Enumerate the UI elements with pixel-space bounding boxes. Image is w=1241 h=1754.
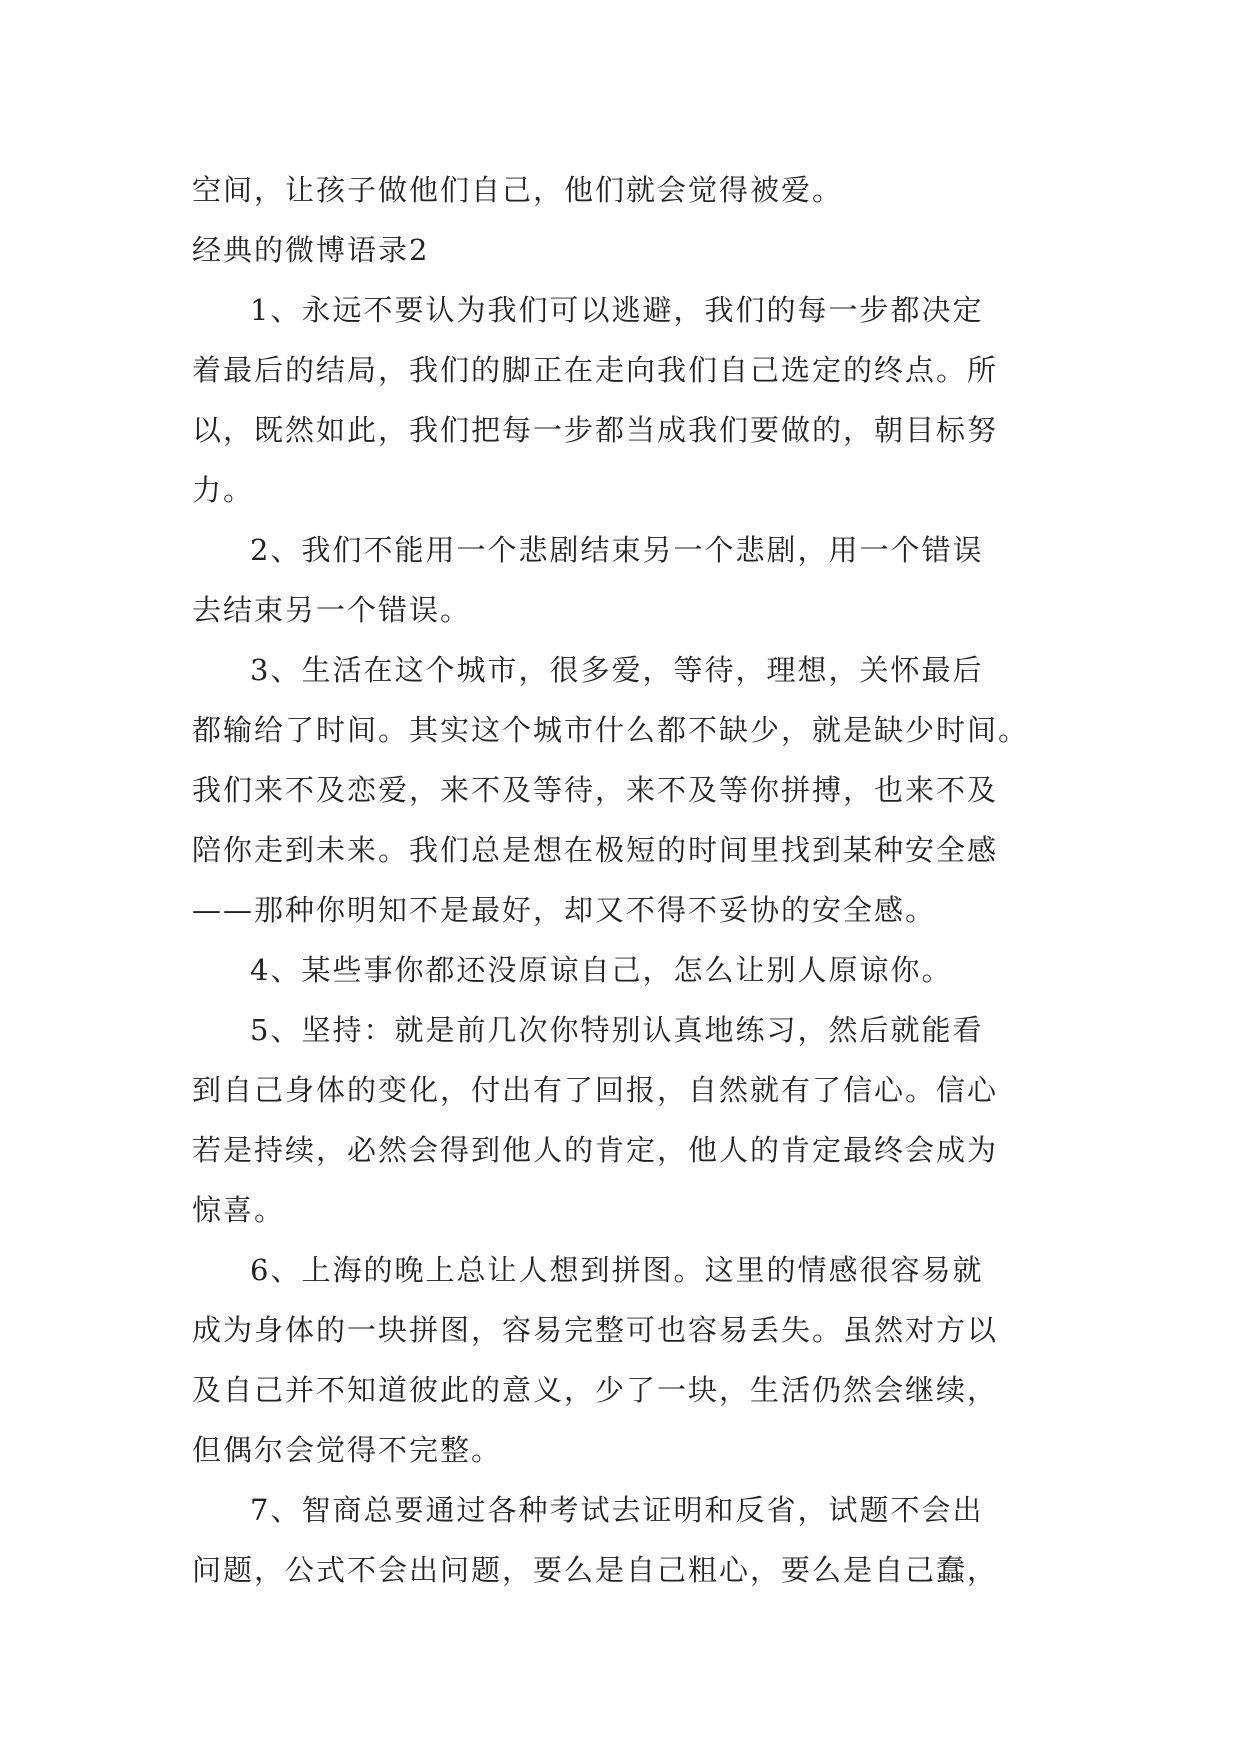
section-heading: 经典的微博语录2: [192, 233, 430, 267]
lead-line: 空间，让孩子做他们自己，他们就会觉得被爱。: [192, 173, 844, 207]
paragraph-3: [192, 640, 1050, 940]
paragraph-5: [192, 1000, 1050, 1240]
paragraph-line: 5、坚持：就是前几次你特别认真地练习，然后就能看: [250, 1013, 984, 1047]
paragraph-line: 成为身体的一块拼图，容易完整可也容易丢失。虽然对方以: [192, 1313, 999, 1347]
paragraph-line: 陪你走到未来。我们总是想在极短的时间里找到某种安全感: [192, 833, 999, 867]
paragraph-line: 2、我们不能用一个悲剧结束另一个悲剧，用一个错误: [250, 533, 984, 567]
paragraph-line: 都输给了时间。其实这个城市什么都不缺少，就是缺少时间。: [192, 713, 1030, 747]
paragraph-line: 力。: [192, 473, 255, 507]
paragraph-line: 着最后的结局，我们的脚正在走向我们自己选定的终点。所: [192, 353, 999, 387]
paragraph-6: [192, 1240, 1050, 1480]
paragraph-line: 若是持续，必然会得到他人的肯定，他人的肯定最终会成为: [192, 1133, 999, 1167]
paragraph-1: [192, 280, 1050, 520]
paragraph-line: 到自己身体的变化，付出有了回报，自然就有了信心。信心: [192, 1073, 999, 1107]
paragraph-line: 我们来不及恋爱，来不及等待，来不及等你拼搏，也来不及: [192, 773, 999, 807]
paragraph-7: [192, 1480, 1050, 1600]
paragraph-line: 3、生活在这个城市，很多爱，等待，理想，关怀最后: [250, 653, 984, 687]
paragraph-line: 及自己并不知道彼此的意义，少了一块，生活仍然会继续，: [192, 1373, 999, 1407]
paragraph-line: 4、某些事你都还没原谅自己，怎么让别人原谅你。: [250, 953, 953, 987]
paragraph-line: 1、永远不要认为我们可以逃避，我们的每一步都决定: [250, 293, 984, 327]
paragraph-line: 6、上海的晚上总让人想到拼图。这里的情感很容易就: [250, 1253, 984, 1287]
paragraph-line: 去结束另一个错误。: [192, 593, 472, 627]
paragraph-line: 7、智商总要通过各种考试去证明和反省，试题不会出: [250, 1493, 984, 1527]
paragraph-line: 问题，公式不会出问题，要么是自己粗心，要么是自己蠢，: [192, 1553, 999, 1587]
paragraph-line: 以，既然如此，我们把每一步都当成我们要做的，朝目标努: [192, 413, 999, 447]
paragraph-line: 但偶尔会觉得不完整。: [192, 1433, 503, 1467]
document-page: [192, 160, 1050, 1600]
paragraph-2: [192, 520, 1050, 640]
paragraph-line: 惊喜。: [192, 1193, 286, 1227]
paragraph-4: [192, 940, 1050, 1000]
paragraph-line: ——那种你明知不是最好，却又不得不妥协的安全感。: [192, 893, 937, 927]
